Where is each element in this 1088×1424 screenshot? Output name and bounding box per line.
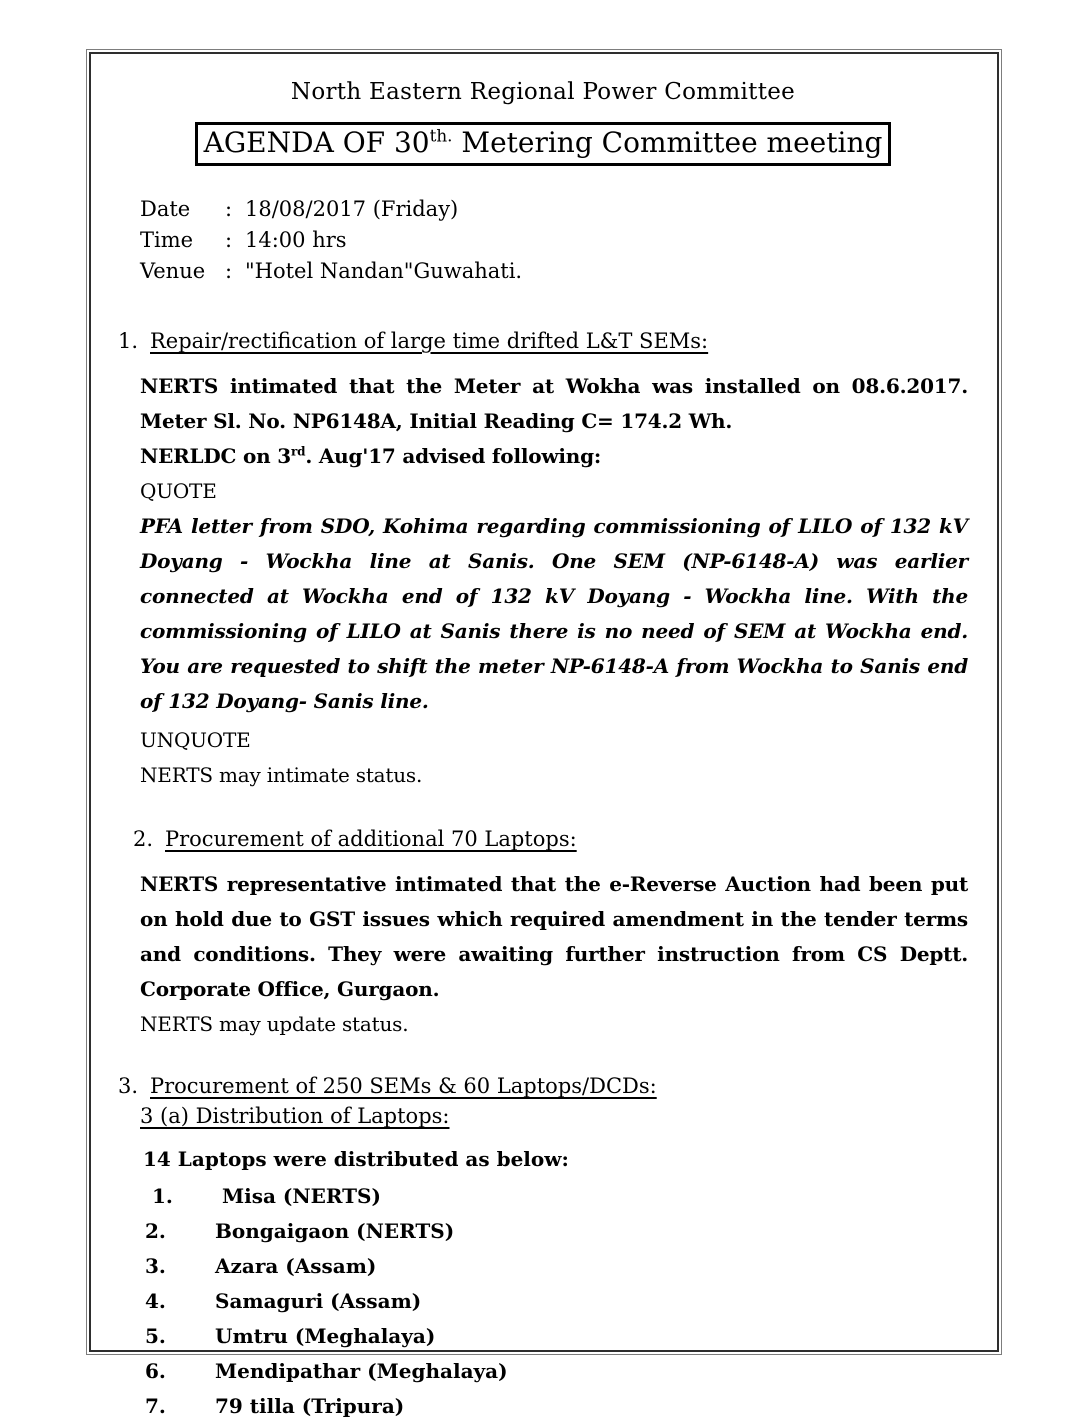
- list-item-number: 7.: [145, 1394, 166, 1418]
- list-item-number: 1.: [152, 1184, 173, 1208]
- agenda-title-prefix: AGENDA OF 30: [203, 126, 430, 159]
- list-item-label: Samaguri (Assam): [215, 1289, 422, 1313]
- section-3a-title: 3 (a) Distribution of Laptops:: [140, 1104, 450, 1128]
- nerldc-suffix: . Aug'17 advised following:: [305, 444, 602, 468]
- quote-close: UNQUOTE: [140, 728, 251, 752]
- list-item-number: 3.: [145, 1254, 166, 1278]
- list-item-label: Umtru (Meghalaya): [215, 1324, 436, 1348]
- section-1-nerldc-line: [140, 439, 968, 474]
- meta-value: "Hotel Nandan"Guwahati.: [245, 259, 523, 283]
- list-item-label: Misa (NERTS): [222, 1184, 381, 1208]
- agenda-title-ordinal: th.: [429, 125, 453, 146]
- list-item-label: Azara (Assam): [215, 1254, 377, 1278]
- list-item: [145, 1284, 968, 1319]
- list-item: [145, 1249, 968, 1284]
- section-2-number: 2.: [133, 827, 154, 851]
- agenda-title-wrap: [118, 122, 968, 166]
- section-2-heading: [133, 825, 968, 853]
- meta-label: Venue: [140, 259, 206, 283]
- list-item: [145, 1354, 968, 1389]
- list-item: [145, 1319, 968, 1354]
- meeting-meta: [140, 194, 968, 287]
- page-border-inner: [89, 52, 999, 1418]
- list-item-number: 2.: [145, 1219, 166, 1243]
- list-item-number: 6.: [145, 1359, 166, 1383]
- meta-separator: :: [225, 259, 233, 283]
- section-3-title: Procurement of 250 SEMs & 60 Laptops/DCDs:: [150, 1074, 657, 1098]
- list-item: [145, 1179, 968, 1214]
- meta-label: Time: [140, 228, 194, 252]
- section-1-number: 1.: [118, 329, 139, 353]
- list-item-label: Bongaigaon (NERTS): [215, 1219, 455, 1243]
- org-title: North Eastern Regional Power Committee: [290, 79, 796, 105]
- section-3a-heading: [140, 1102, 968, 1130]
- nerldc-prefix: NERLDC on 3: [140, 444, 291, 468]
- section-1-paragraph: NERTS intimated that the Meter at Wokha was installed on 08.6.2017. Meter Sl. No. NP6148A, Initial Reading C= 174.2 Wh.: [140, 374, 968, 433]
- section-1-title: Repair/rectification of large time drifted L&T SEMs:: [150, 329, 709, 353]
- list-item-number: 5.: [145, 1324, 166, 1348]
- page-border: [86, 49, 1002, 1418]
- meta-value: 14:00 hrs: [245, 228, 347, 252]
- agenda-title-box: [195, 122, 892, 166]
- meta-label: Date: [140, 197, 191, 221]
- section-2-paragraph: NERTS representative intimated that the e-Reverse Auction had been put on hold due to GST issues which required amendment in the tender terms and conditions. They were awaiting further instruction from CS Deptt. Corporate Office, Gurgaon.: [140, 872, 968, 1001]
- section-3-number: 3.: [118, 1074, 139, 1098]
- section-2-title: Procurement of additional 70 Laptops:: [165, 827, 577, 851]
- list-item: [145, 1389, 968, 1424]
- section-3-heading: [118, 1072, 968, 1100]
- nerldc-ordinal: rd: [291, 444, 306, 459]
- laptop-distribution-list: [145, 1179, 968, 1424]
- list-item-label: 79 tilla (Tripura): [215, 1394, 405, 1418]
- document-content: [91, 54, 997, 1424]
- list-item: [145, 1214, 968, 1249]
- section-1-heading: [118, 327, 968, 355]
- list-item-number: 4.: [145, 1289, 166, 1313]
- list-item-label: Mendipathar (Meghalaya): [215, 1359, 508, 1383]
- meta-value: 18/08/2017 (Friday): [245, 197, 459, 221]
- section-1-status: NERTS may intimate status.: [140, 763, 423, 787]
- section-2-status: NERTS may update status.: [140, 1012, 409, 1036]
- quoted-letter-text: PFA letter from SDO, Kohima regarding commissioning of LILO of 132 kV Doyang - Wockha line at Sanis. One SEM (NP-6148-A) was earlier connected at Wockha end of 132 kV Doyang - Wockha line. With the commissioning of LILO at Sanis there is no need of SEM at Wockha end. You are requested to shift the meter NP-6148-A from Wockha to Sanis end of 132 Doyang- Sanis line.: [140, 514, 968, 713]
- meta-row-time: [140, 225, 968, 256]
- quote-open: QUOTE: [140, 479, 217, 503]
- meta-row-venue: [140, 256, 968, 287]
- meta-separator: :: [225, 228, 233, 252]
- meta-separator: :: [225, 197, 233, 221]
- laptops-intro: 14 Laptops were distributed as below:: [143, 1147, 569, 1171]
- meta-row-date: [140, 194, 968, 225]
- agenda-title-suffix: Metering Committee meeting: [452, 126, 883, 159]
